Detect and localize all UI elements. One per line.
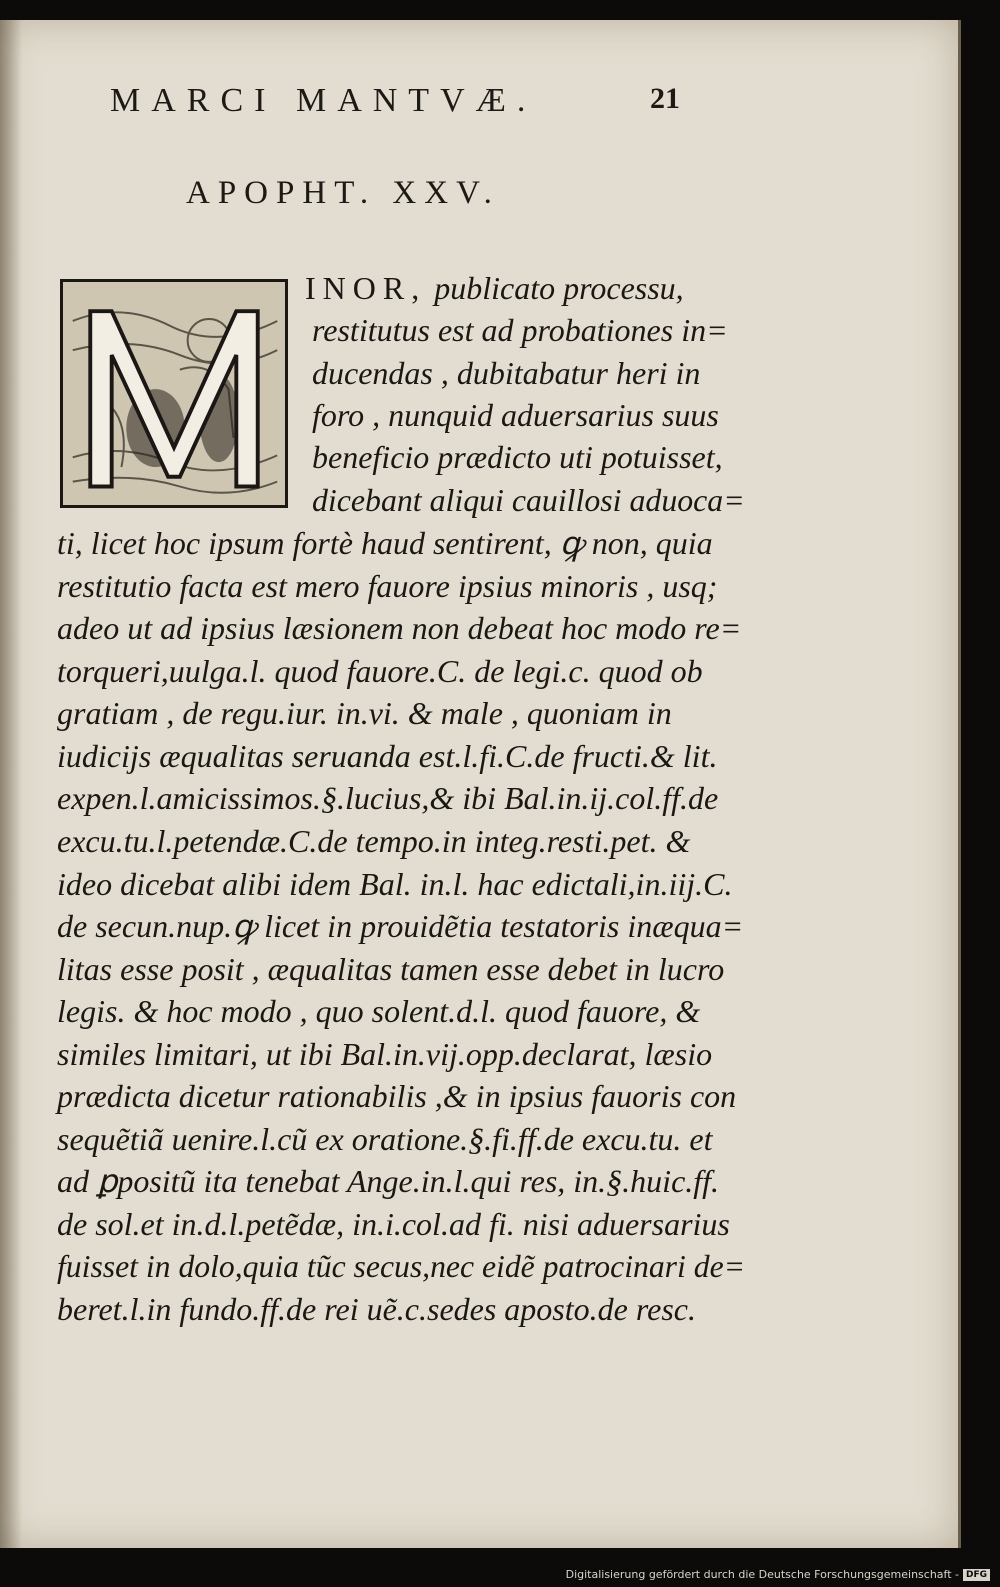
text-line-23: de sol.et in.d.l.petẽdæ, in.i.col.ad fi. nisi aduersarius: [57, 1206, 730, 1242]
text-line-5: beneficio prædicto uti potuisset,: [312, 439, 723, 475]
text-line-13: expen.l.amicissimos.§.lucius,& ibi Bal.in.ij.col.ff.de: [57, 780, 719, 816]
text-line-18: legis. & hoc modo , quo solent.d.l. quod fauore, &: [57, 993, 701, 1029]
text-line-8: restitutio facta est mero fauore ipsius minoris , usq;: [57, 568, 718, 604]
text-line-12: iudicijs æqualitas seruanda est.l.fi.C.de fructi.& lit.: [57, 738, 718, 774]
digitization-credit: [566, 1568, 990, 1581]
text-line-9: adeo ut ad ipsius læsionem non debeat hoc modo re=: [57, 610, 742, 646]
text-line-24: fuisset in dolo,quia tũc secus,nec eidẽ patrocinari de=: [57, 1248, 746, 1284]
chapter-title: APOPHT. XXV.: [186, 175, 500, 211]
book-page: [0, 20, 961, 1548]
woodcut-initial-m-icon: [60, 279, 288, 508]
first-word: INOR,: [305, 270, 427, 306]
text-line-11: gratiam , de regu.iur. in.vi. & male , quoniam in: [57, 695, 672, 731]
text-line-2: restitutus est ad probationes in=: [312, 312, 728, 348]
page-number: 21: [650, 82, 680, 115]
text-line-25: beret.l.in fundo.ff.de rei uẽ.c.sedes aposto.de resc.: [57, 1291, 696, 1327]
gutter-shadow: [0, 20, 22, 1548]
text-line-21: sequẽtiã uenire.l.cũ ex oratione.§.fi.ff.de excu.tu. et: [57, 1121, 713, 1157]
text-line-22: ad ꝑpositũ ita tenebat Ange.in.l.qui res, in.§.huic.ff.: [57, 1163, 720, 1199]
running-title: MARCI MANTVÆ.: [110, 82, 537, 119]
text-line-20: prædicta dicetur rationabilis ,& in ipsius fauoris con: [57, 1078, 737, 1114]
text-line-17: litas esse posit , æqualitas tamen esse debet in lucro: [57, 951, 725, 987]
text-line-7: ti, licet hoc ipsum fortè haud sentirent, ꝙ non, quia: [57, 525, 713, 561]
dfg-logo: DFG: [963, 1569, 990, 1581]
text-line-3: ducendas , dubitabatur heri in: [312, 355, 701, 391]
text-line-10: torqueri,uulga.l. quod fauore.C. de legi.c. quod ob: [57, 653, 703, 689]
text-line-19: similes limitari, ut ibi Bal.in.vij.opp.declarat, læsio: [57, 1036, 713, 1072]
text-line-14: excu.tu.l.petendæ.C.de tempo.in integ.resti.pet. &: [57, 823, 691, 859]
text-line-1: [305, 268, 684, 308]
text-line-15: ideo dicebat alibi idem Bal. in.l. hac edictali,in.iij.C.: [57, 866, 733, 902]
text-line-4: foro , nunquid aduersarius suus: [312, 397, 719, 433]
text-line-1-rest: publicato processu,: [434, 270, 684, 306]
credit-text: Digitalisierung gefördert durch die Deutsche Forschungsgemeinschaft -: [565, 1568, 959, 1581]
text-line-16: de secun.nup.ꝙ licet in prouidẽtia testatoris inæqua=: [57, 908, 744, 944]
text-line-6: dicebant aliqui cauillosi aduoca=: [312, 482, 745, 518]
